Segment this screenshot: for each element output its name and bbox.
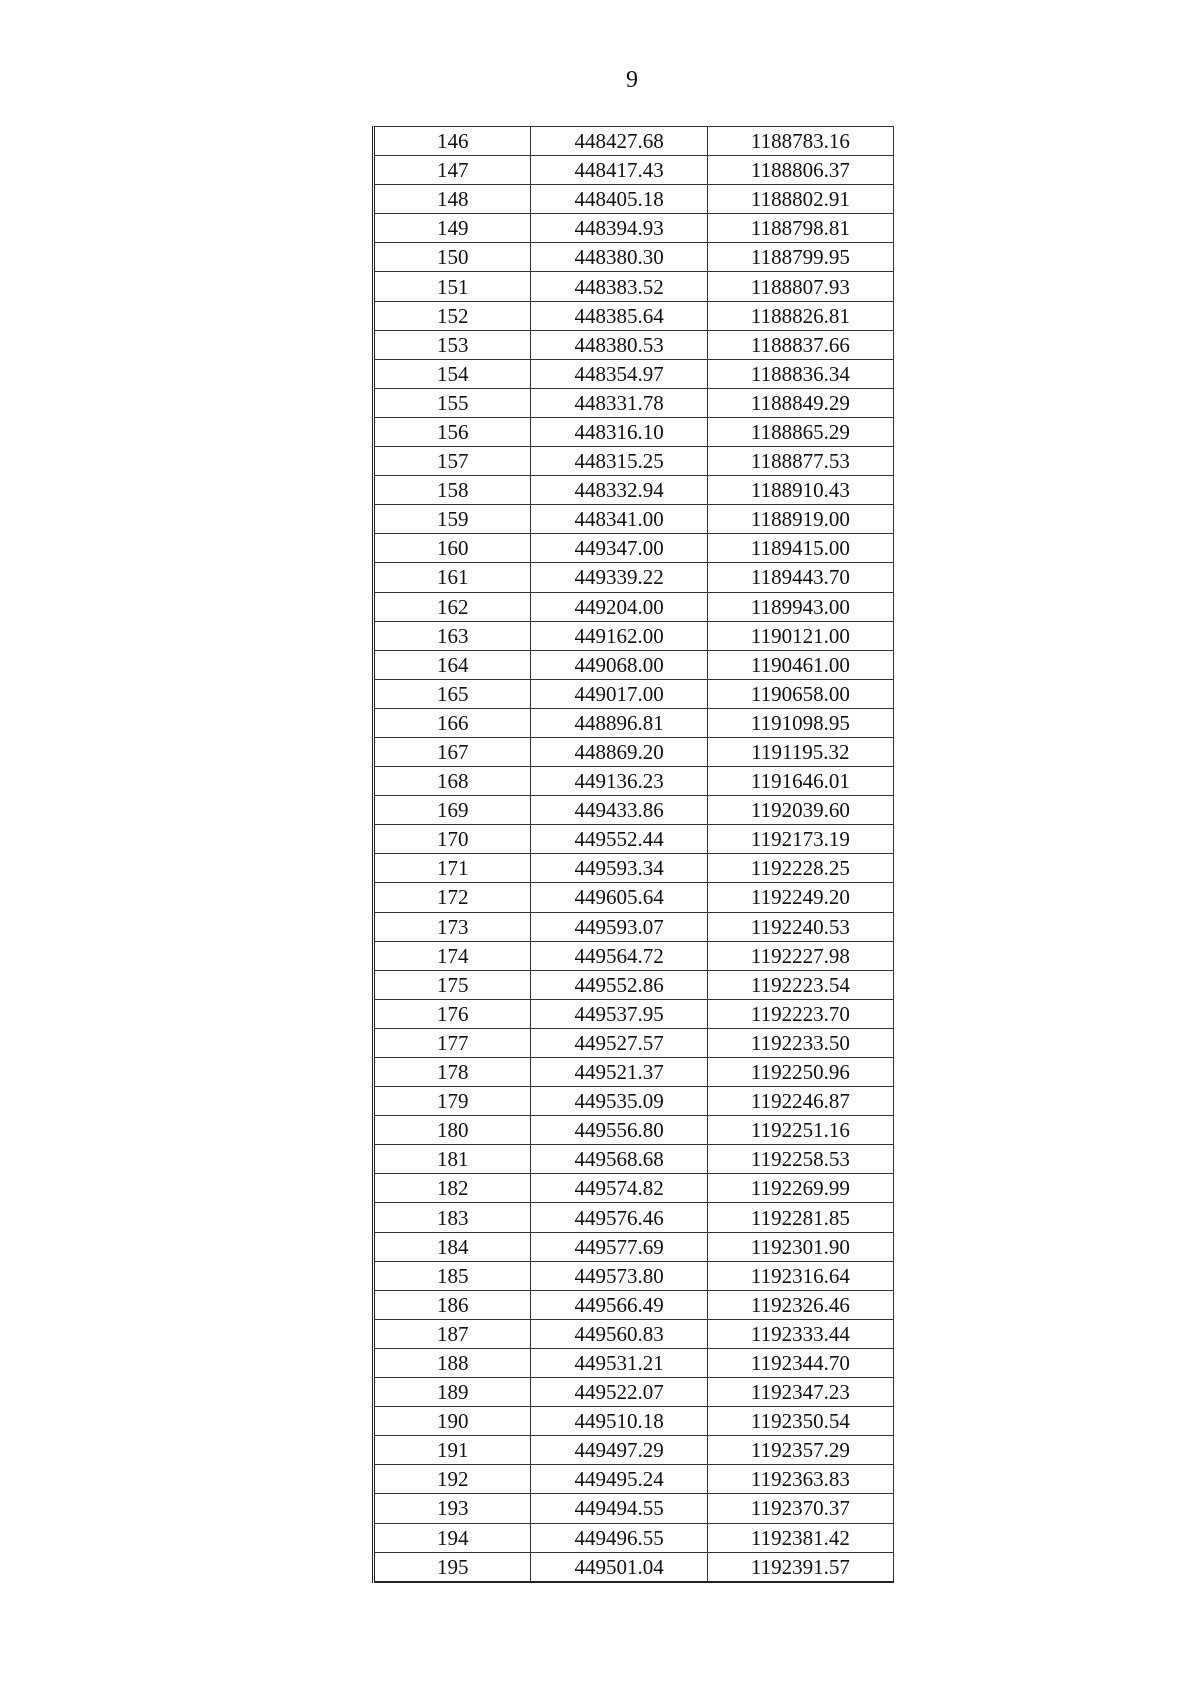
x-coordinate-cell: 448354.97 xyxy=(531,359,707,388)
x-coordinate-cell: 448383.52 xyxy=(531,272,707,301)
point-number-cell: 186 xyxy=(374,1290,531,1319)
point-number-cell: 162 xyxy=(374,592,531,621)
x-coordinate-cell: 448380.30 xyxy=(531,243,707,272)
table-row xyxy=(374,1523,894,1552)
y-coordinate-cell: 1192173.19 xyxy=(707,825,893,854)
table-row xyxy=(374,185,894,214)
table-row xyxy=(374,912,894,941)
point-number-cell: 169 xyxy=(374,796,531,825)
x-coordinate-cell: 448427.68 xyxy=(531,127,707,156)
x-coordinate-cell: 449531.21 xyxy=(531,1348,707,1377)
point-number-cell: 173 xyxy=(374,912,531,941)
point-number-cell: 182 xyxy=(374,1174,531,1203)
y-coordinate-cell: 1188877.53 xyxy=(707,447,893,476)
table-row xyxy=(374,359,894,388)
x-coordinate-cell: 449593.34 xyxy=(531,854,707,883)
point-number-cell: 170 xyxy=(374,825,531,854)
table-row xyxy=(374,1407,894,1436)
point-number-cell: 193 xyxy=(374,1494,531,1523)
table-row xyxy=(374,563,894,592)
point-number-cell: 149 xyxy=(374,214,531,243)
point-number-cell: 195 xyxy=(374,1552,531,1582)
table-row xyxy=(374,1028,894,1057)
y-coordinate-cell: 1192240.53 xyxy=(707,912,893,941)
x-coordinate-cell: 449347.00 xyxy=(531,534,707,563)
table-row xyxy=(374,1261,894,1290)
point-number-cell: 177 xyxy=(374,1028,531,1057)
table-row xyxy=(374,1465,894,1494)
point-number-cell: 147 xyxy=(374,156,531,185)
y-coordinate-cell: 1191646.01 xyxy=(707,767,893,796)
y-coordinate-cell: 1192350.54 xyxy=(707,1407,893,1436)
y-coordinate-cell: 1191195.32 xyxy=(707,737,893,766)
y-coordinate-cell: 1192258.53 xyxy=(707,1145,893,1174)
x-coordinate-cell: 449527.57 xyxy=(531,1028,707,1057)
y-coordinate-cell: 1192391.57 xyxy=(707,1552,893,1582)
x-coordinate-cell: 449068.00 xyxy=(531,650,707,679)
point-number-cell: 175 xyxy=(374,970,531,999)
y-coordinate-cell: 1192301.90 xyxy=(707,1232,893,1261)
point-number-cell: 172 xyxy=(374,883,531,912)
y-coordinate-cell: 1188799.95 xyxy=(707,243,893,272)
point-number-cell: 188 xyxy=(374,1348,531,1377)
y-coordinate-cell: 1192357.29 xyxy=(707,1436,893,1465)
y-coordinate-cell: 1192363.83 xyxy=(707,1465,893,1494)
y-coordinate-cell: 1192347.23 xyxy=(707,1378,893,1407)
x-coordinate-cell: 449564.72 xyxy=(531,941,707,970)
page-number: 9 xyxy=(626,67,638,93)
x-coordinate-cell: 449577.69 xyxy=(531,1232,707,1261)
x-coordinate-cell: 449501.04 xyxy=(531,1552,707,1582)
point-number-cell: 179 xyxy=(374,1087,531,1116)
table-row xyxy=(374,679,894,708)
x-coordinate-cell: 449605.64 xyxy=(531,883,707,912)
x-coordinate-cell: 448316.10 xyxy=(531,417,707,446)
y-coordinate-cell: 1188798.81 xyxy=(707,214,893,243)
x-coordinate-cell: 448315.25 xyxy=(531,447,707,476)
table-row xyxy=(374,1087,894,1116)
table-row xyxy=(374,127,894,156)
point-number-cell: 150 xyxy=(374,243,531,272)
point-number-cell: 155 xyxy=(374,388,531,417)
x-coordinate-cell: 448405.18 xyxy=(531,185,707,214)
point-number-cell: 152 xyxy=(374,301,531,330)
point-number-cell: 187 xyxy=(374,1319,531,1348)
table-row xyxy=(374,534,894,563)
y-coordinate-cell: 1188806.37 xyxy=(707,156,893,185)
table-row xyxy=(374,1232,894,1261)
table-row xyxy=(374,1552,894,1582)
x-coordinate-cell: 449521.37 xyxy=(531,1058,707,1087)
x-coordinate-cell: 449537.95 xyxy=(531,999,707,1028)
point-number-cell: 156 xyxy=(374,417,531,446)
point-number-cell: 159 xyxy=(374,505,531,534)
y-coordinate-cell: 1192227.98 xyxy=(707,941,893,970)
x-coordinate-cell: 449552.44 xyxy=(531,825,707,854)
y-coordinate-cell: 1192223.54 xyxy=(707,970,893,999)
y-coordinate-cell: 1188865.29 xyxy=(707,417,893,446)
y-coordinate-cell: 1192281.85 xyxy=(707,1203,893,1232)
table-row xyxy=(374,650,894,679)
y-coordinate-cell: 1188826.81 xyxy=(707,301,893,330)
point-number-cell: 151 xyxy=(374,272,531,301)
table-row xyxy=(374,883,894,912)
y-coordinate-cell: 1188849.29 xyxy=(707,388,893,417)
table-row xyxy=(374,447,894,476)
x-coordinate-cell: 449522.07 xyxy=(531,1378,707,1407)
x-coordinate-cell: 449574.82 xyxy=(531,1174,707,1203)
x-coordinate-cell: 449566.49 xyxy=(531,1290,707,1319)
y-coordinate-cell: 1188837.66 xyxy=(707,330,893,359)
point-number-cell: 192 xyxy=(374,1465,531,1494)
table-row xyxy=(374,505,894,534)
y-coordinate-cell: 1192316.64 xyxy=(707,1261,893,1290)
point-number-cell: 181 xyxy=(374,1145,531,1174)
y-coordinate-cell: 1192039.60 xyxy=(707,796,893,825)
table-row xyxy=(374,214,894,243)
x-coordinate-cell: 449568.68 xyxy=(531,1145,707,1174)
x-coordinate-cell: 449339.22 xyxy=(531,563,707,592)
y-coordinate-cell: 1192249.20 xyxy=(707,883,893,912)
x-coordinate-cell: 449497.29 xyxy=(531,1436,707,1465)
point-number-cell: 180 xyxy=(374,1116,531,1145)
point-number-cell: 158 xyxy=(374,476,531,505)
y-coordinate-cell: 1190461.00 xyxy=(707,650,893,679)
table-row xyxy=(374,767,894,796)
point-number-cell: 171 xyxy=(374,854,531,883)
table-row xyxy=(374,1290,894,1319)
point-number-cell: 167 xyxy=(374,737,531,766)
table-row xyxy=(374,1058,894,1087)
point-number-cell: 183 xyxy=(374,1203,531,1232)
table-row xyxy=(374,1436,894,1465)
table-row xyxy=(374,476,894,505)
point-number-cell: 191 xyxy=(374,1436,531,1465)
x-coordinate-cell: 449136.23 xyxy=(531,767,707,796)
y-coordinate-cell: 1192233.50 xyxy=(707,1028,893,1057)
point-number-cell: 146 xyxy=(374,127,531,156)
table-row xyxy=(374,301,894,330)
table-row xyxy=(374,330,894,359)
point-number-cell: 163 xyxy=(374,621,531,650)
x-coordinate-cell: 448417.43 xyxy=(531,156,707,185)
y-coordinate-cell: 1192326.46 xyxy=(707,1290,893,1319)
table-row xyxy=(374,999,894,1028)
x-coordinate-cell: 449433.86 xyxy=(531,796,707,825)
x-coordinate-cell: 448380.53 xyxy=(531,330,707,359)
x-coordinate-cell: 449552.86 xyxy=(531,970,707,999)
y-coordinate-cell: 1189415.00 xyxy=(707,534,893,563)
y-coordinate-cell: 1192223.70 xyxy=(707,999,893,1028)
x-coordinate-cell: 449535.09 xyxy=(531,1087,707,1116)
y-coordinate-cell: 1192333.44 xyxy=(707,1319,893,1348)
table-row xyxy=(374,737,894,766)
y-coordinate-cell: 1189943.00 xyxy=(707,592,893,621)
table-row xyxy=(374,1378,894,1407)
point-number-cell: 160 xyxy=(374,534,531,563)
x-coordinate-cell: 449510.18 xyxy=(531,1407,707,1436)
x-coordinate-cell: 448341.00 xyxy=(531,505,707,534)
point-number-cell: 157 xyxy=(374,447,531,476)
x-coordinate-cell: 449494.55 xyxy=(531,1494,707,1523)
point-number-cell: 190 xyxy=(374,1407,531,1436)
y-coordinate-cell: 1188836.34 xyxy=(707,359,893,388)
table-row xyxy=(374,796,894,825)
x-coordinate-cell: 449573.80 xyxy=(531,1261,707,1290)
y-coordinate-cell: 1190658.00 xyxy=(707,679,893,708)
x-coordinate-cell: 449560.83 xyxy=(531,1319,707,1348)
point-number-cell: 164 xyxy=(374,650,531,679)
y-coordinate-cell: 1192251.16 xyxy=(707,1116,893,1145)
table-row xyxy=(374,388,894,417)
y-coordinate-cell: 1190121.00 xyxy=(707,621,893,650)
point-number-cell: 189 xyxy=(374,1378,531,1407)
x-coordinate-cell: 449204.00 xyxy=(531,592,707,621)
x-coordinate-cell: 449556.80 xyxy=(531,1116,707,1145)
y-coordinate-cell: 1192370.37 xyxy=(707,1494,893,1523)
y-coordinate-cell: 1192250.96 xyxy=(707,1058,893,1087)
point-number-cell: 194 xyxy=(374,1523,531,1552)
y-coordinate-cell: 1189443.70 xyxy=(707,563,893,592)
x-coordinate-cell: 448385.64 xyxy=(531,301,707,330)
table-row xyxy=(374,825,894,854)
table-row xyxy=(374,708,894,737)
y-coordinate-cell: 1192228.25 xyxy=(707,854,893,883)
y-coordinate-cell: 1188783.16 xyxy=(707,127,893,156)
point-number-cell: 174 xyxy=(374,941,531,970)
x-coordinate-cell: 449593.07 xyxy=(531,912,707,941)
point-number-cell: 166 xyxy=(374,708,531,737)
point-number-cell: 165 xyxy=(374,679,531,708)
coordinates-table xyxy=(372,126,894,1583)
table-row xyxy=(374,1203,894,1232)
table-row xyxy=(374,854,894,883)
point-number-cell: 184 xyxy=(374,1232,531,1261)
y-coordinate-cell: 1192381.42 xyxy=(707,1523,893,1552)
table-row xyxy=(374,1174,894,1203)
coordinates-table-body xyxy=(374,127,894,1582)
point-number-cell: 168 xyxy=(374,767,531,796)
x-coordinate-cell: 448394.93 xyxy=(531,214,707,243)
table-row xyxy=(374,1348,894,1377)
point-number-cell: 161 xyxy=(374,563,531,592)
table-row xyxy=(374,1494,894,1523)
x-coordinate-cell: 448331.78 xyxy=(531,388,707,417)
x-coordinate-cell: 449495.24 xyxy=(531,1465,707,1494)
y-coordinate-cell: 1191098.95 xyxy=(707,708,893,737)
x-coordinate-cell: 449576.46 xyxy=(531,1203,707,1232)
table-row xyxy=(374,1319,894,1348)
x-coordinate-cell: 448332.94 xyxy=(531,476,707,505)
y-coordinate-cell: 1192344.70 xyxy=(707,1348,893,1377)
point-number-cell: 153 xyxy=(374,330,531,359)
y-coordinate-cell: 1188802.91 xyxy=(707,185,893,214)
y-coordinate-cell: 1188910.43 xyxy=(707,476,893,505)
y-coordinate-cell: 1188807.93 xyxy=(707,272,893,301)
y-coordinate-cell: 1192246.87 xyxy=(707,1087,893,1116)
x-coordinate-cell: 449162.00 xyxy=(531,621,707,650)
table-row xyxy=(374,272,894,301)
x-coordinate-cell: 448896.81 xyxy=(531,708,707,737)
point-number-cell: 185 xyxy=(374,1261,531,1290)
point-number-cell: 176 xyxy=(374,999,531,1028)
table-row xyxy=(374,1116,894,1145)
table-row xyxy=(374,592,894,621)
x-coordinate-cell: 449017.00 xyxy=(531,679,707,708)
table-row xyxy=(374,1145,894,1174)
point-number-cell: 178 xyxy=(374,1058,531,1087)
table-row xyxy=(374,941,894,970)
y-coordinate-cell: 1192269.99 xyxy=(707,1174,893,1203)
point-number-cell: 148 xyxy=(374,185,531,214)
x-coordinate-cell: 449496.55 xyxy=(531,1523,707,1552)
y-coordinate-cell: 1188919.00 xyxy=(707,505,893,534)
table-row xyxy=(374,417,894,446)
table-row xyxy=(374,621,894,650)
point-number-cell: 154 xyxy=(374,359,531,388)
table-row xyxy=(374,970,894,999)
table-row xyxy=(374,243,894,272)
table-row xyxy=(374,156,894,185)
x-coordinate-cell: 448869.20 xyxy=(531,737,707,766)
